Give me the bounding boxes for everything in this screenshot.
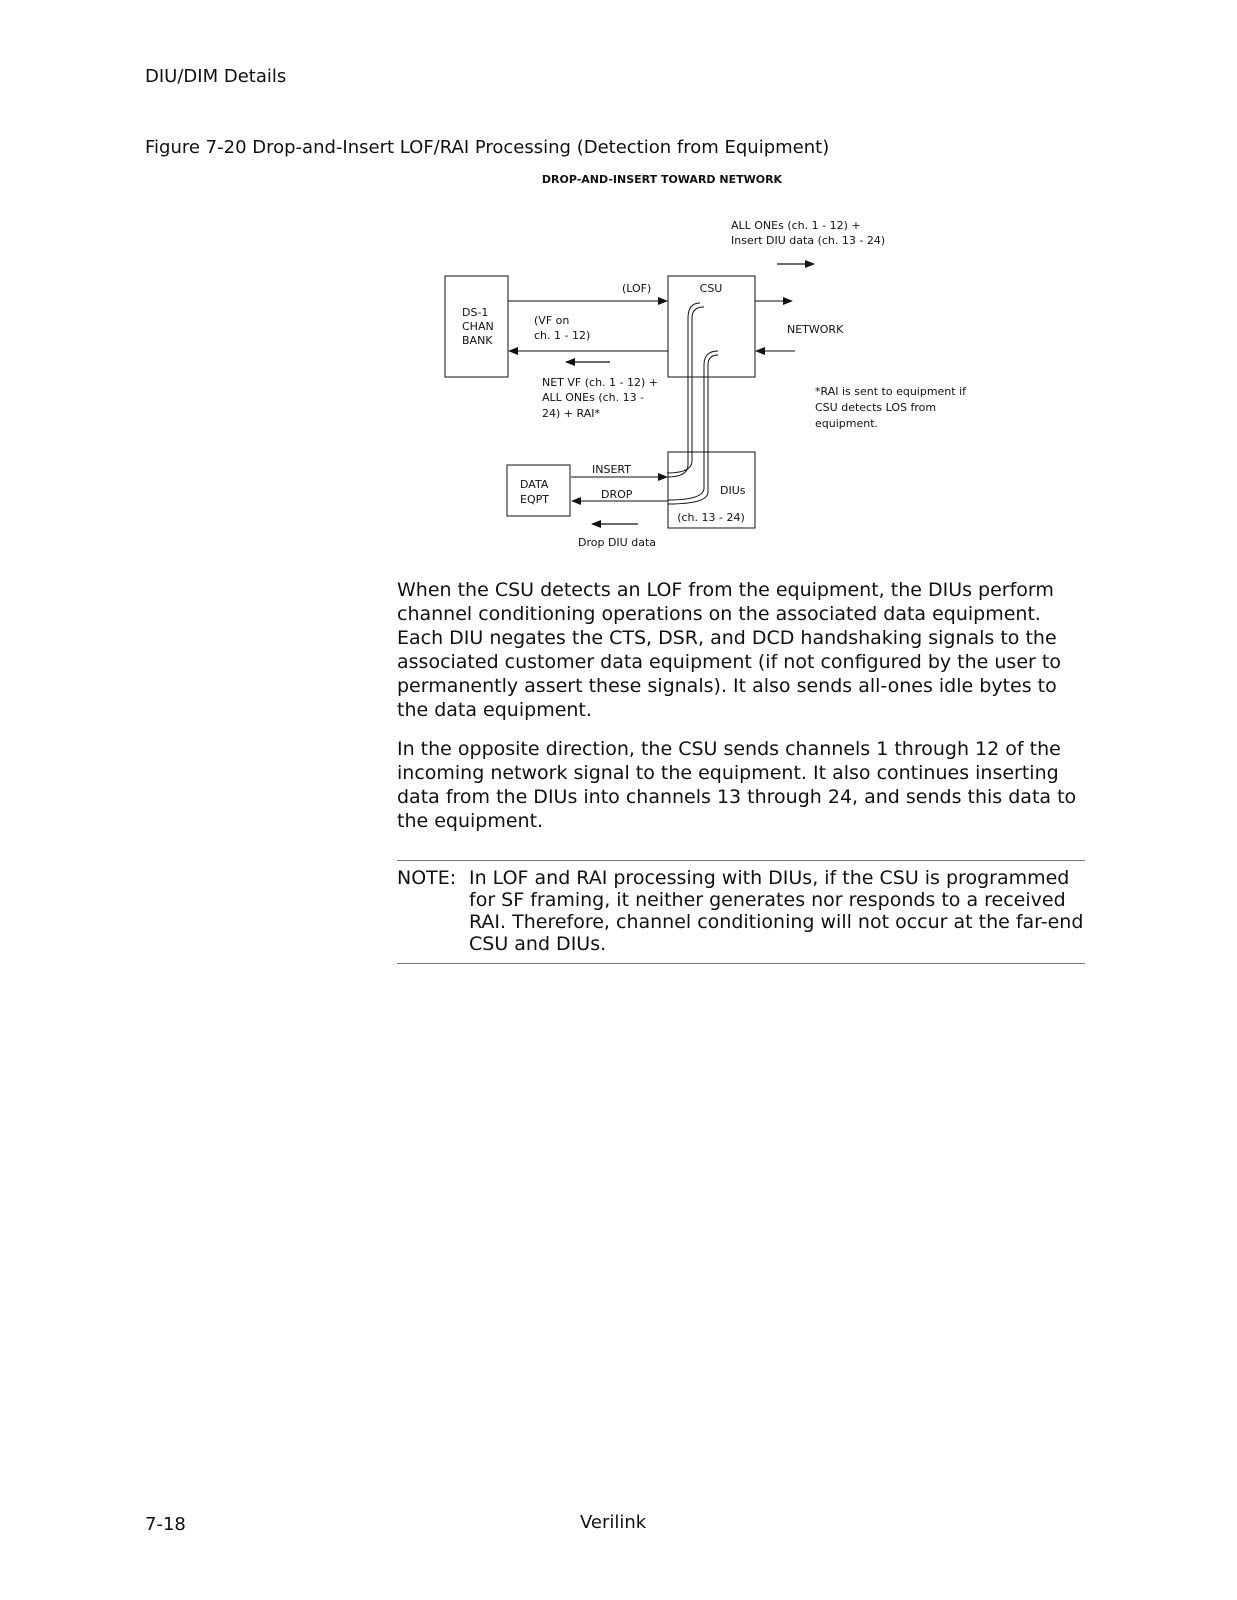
lof-label: (LOF) (622, 282, 652, 295)
insert-path-inner (667, 307, 704, 473)
all-ones-label-line2: Insert DIU data (ch. 13 - 24) (731, 234, 886, 247)
rai-note-line1: *RAI is sent to equipment if (815, 385, 967, 398)
ds1-label-line2: CHAN (462, 320, 494, 333)
net-vf-label-line2: ALL ONEs (ch. 13 - (542, 391, 645, 404)
drop-diu-data-label: Drop DIU data (578, 536, 656, 549)
diagram-title: DROP-AND-INSERT TOWARD NETWORK (541, 173, 783, 186)
body-paragraph-2: In the opposite direction, the CSU sends channels 1 through 12 of the incoming network signal to the equipment. It also continues inserting data from the DIUs into channels 13 through 24, and sends this data to the equipment. (397, 738, 1077, 832)
footer-brand: Verilink (580, 1512, 647, 1533)
note-text: In LOF and RAI processing with DIUs, if the CSU is programmed for SF framing, it neither generates nor responds to a received RAI. Therefore, channel conditioning will not occur at the far-end CSU and DIUs. (469, 867, 1084, 955)
insert-label: INSERT (592, 463, 631, 476)
note-label: NOTE: (397, 867, 457, 889)
vf-label-line1: (VF on (534, 314, 570, 327)
drop-path-outer (668, 351, 718, 500)
ds1-label-line3: BANK (462, 334, 493, 347)
body-paragraph-1: When the CSU detects an LOF from the equipment, the DIUs perform channel conditioning operations on the associated data equipment. Each DIU negates the CTS, DSR, and DCD handshaking signals to the associated customer data equipment (if not configured by the user to permanently assert these signals). It also sends all-ones idle bytes to the data equipment. (397, 579, 1061, 721)
page-number: 7-18 (145, 1514, 186, 1535)
all-ones-label-line1: ALL ONEs (ch. 1 - 12) + (731, 219, 861, 232)
dius-channels-label: (ch. 13 - 24) (677, 511, 745, 524)
dius-label: DIUs (720, 484, 746, 497)
data-eqpt-label-line2: EQPT (520, 493, 549, 506)
net-vf-label-line1: NET VF (ch. 1 - 12) + (542, 376, 659, 389)
rai-note-line2: CSU detects LOS from (815, 401, 937, 414)
ds1-label-line1: DS-1 (462, 306, 489, 319)
running-header: DIU/DIM Details (145, 66, 287, 87)
data-eqpt-label-line1: DATA (520, 478, 549, 491)
csu-label: CSU (699, 282, 723, 295)
insert-path-outer (667, 303, 700, 477)
note-block (397, 860, 1085, 964)
drop-label: DROP (601, 488, 633, 501)
drop-and-insert-diagram (0, 0, 1237, 560)
rai-note-line3: equipment. (815, 417, 879, 430)
vf-label-line2: ch. 1 - 12) (534, 329, 591, 342)
network-label: NETWORK (787, 323, 844, 336)
net-vf-label-line3: 24) + RAI* (542, 407, 600, 420)
figure-caption: Figure 7-20 Drop-and-Insert LOF/RAI Processing (Detection from Equipment) (145, 137, 830, 158)
